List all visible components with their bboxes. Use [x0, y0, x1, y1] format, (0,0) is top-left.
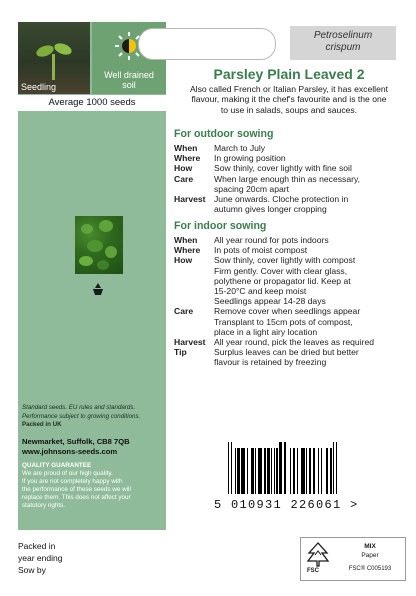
sowing-row	[174, 347, 404, 357]
standards-note: Standard seeds. EU rules and standards. Performance subject to growing conditions. Packed in UK	[22, 404, 141, 428]
sowing-row-key	[174, 204, 214, 214]
sowing-row-key: Where	[174, 153, 201, 164]
sowing-row-key: Harvest	[174, 194, 206, 205]
sowing-row-value: All year round, pick the leaves as required	[214, 337, 375, 348]
quality-guarantee: QUALITY GUARANTEE We are proud of our high quality. If you are not completely happy with the performance of these seeds we will replace them. This does not affect your statutory rights.	[22, 462, 131, 509]
sowing-row-value: Seedlings appear 14-28 days	[214, 296, 326, 307]
average-seeds: Average 1000 seeds	[18, 95, 166, 111]
sowing-row-key: When	[174, 235, 198, 245]
sowing-row-value: Remove cover when seedlings appear	[214, 306, 361, 317]
sowing-row	[174, 194, 404, 204]
sowing-row-value: spacing 20cm apart	[214, 183, 289, 194]
sowing-row	[174, 266, 404, 276]
sowing-row-key: Tip	[174, 347, 187, 358]
sowing-row-value: In pots of moist compost	[214, 245, 308, 256]
sowing-row-key: How	[174, 255, 193, 266]
sowing-row-key	[174, 327, 214, 337]
sowing-row-value: Sow thinly, cover lightly with compost	[214, 255, 356, 266]
pot-icon	[92, 282, 104, 296]
sowing-row-key	[174, 296, 214, 306]
company-address: Newmarket, Suffolk, CB8 7QB www.johnsons-seeds.com	[22, 437, 162, 456]
soil-label-line1: Well drained	[104, 70, 154, 80]
indoor-sowing-table	[174, 235, 404, 368]
sowing-row-key	[174, 276, 214, 286]
parsley-photo	[75, 216, 123, 274]
sowing-row	[174, 306, 404, 316]
sowing-row	[174, 317, 404, 327]
sowing-row	[174, 163, 404, 173]
sowing-row-key	[174, 184, 214, 194]
website-link[interactable]: www.johnsons-seeds.com	[22, 446, 118, 456]
product-title: Parsley Plain Leaved 2	[213, 66, 365, 82]
sowing-row	[174, 255, 404, 265]
sowing-row-key: Where	[174, 245, 201, 256]
outdoor-sowing-table	[174, 143, 404, 214]
sowing-row-key: When	[174, 143, 198, 153]
sowing-row-value: March to July	[214, 143, 266, 153]
seedling-label: Seedling	[21, 82, 57, 92]
sowing-row-value: In growing position	[214, 153, 286, 164]
sowing-row-key: Care	[174, 306, 194, 317]
sowing-row	[174, 357, 404, 367]
sowing-row	[174, 184, 404, 194]
sowing-row	[174, 296, 404, 306]
sowing-row-value: When large enough thin as necessary,	[214, 173, 361, 184]
sowing-row	[174, 153, 404, 163]
sowing-row-value: All year round for pots indoors	[214, 235, 329, 245]
blank-label-pill	[138, 28, 276, 60]
sowing-row-value: 15-20°C and keep moist	[214, 286, 307, 297]
sowing-row	[174, 204, 404, 214]
sowing-row-key	[174, 357, 214, 367]
packed-dates: Packed in year ending Sow by	[18, 541, 63, 575]
sowing-row-key	[174, 317, 214, 327]
barcode-number: 5 010931 226061 >	[214, 498, 359, 512]
indoor-sowing-title: For indoor sowing	[174, 220, 267, 232]
sowing-row	[174, 143, 404, 153]
sowing-row	[174, 174, 404, 184]
sowing-row-value: flavour is retained by freezing	[214, 357, 327, 368]
sowing-row-value: June onwards. Cloche protection in	[214, 194, 349, 205]
sowing-row-value: autumn gives longer cropping	[214, 204, 327, 215]
sowing-row	[174, 245, 404, 255]
sowing-row-value: Transplant to 15cm pots of compost,	[214, 316, 353, 327]
sowing-row	[174, 327, 404, 337]
sowing-row-value: Surplus leaves can be dried but better	[214, 347, 359, 358]
sowing-row-key	[174, 286, 214, 296]
latin-name: Petroselinum crispum	[290, 26, 396, 60]
product-intro: Also called French or Italian Parsley, it has excellent flavour, making it the chef's favourite and is the one to use in salads, soups and sauces.	[189, 84, 389, 115]
fsc-mix-label: FSC MIX Paper FSC® C005193	[300, 537, 406, 581]
sowing-row	[174, 235, 404, 245]
sowing-row	[174, 337, 404, 347]
sowing-row	[174, 276, 404, 286]
barcode-bar	[336, 442, 337, 494]
sowing-row-value: place in a light airy location	[214, 326, 318, 337]
sowing-row-key: How	[174, 163, 193, 174]
soil-label-line2: soil	[122, 80, 136, 90]
barcode	[228, 448, 390, 494]
outdoor-sowing-title: For outdoor sowing	[174, 128, 274, 140]
fsc-tree-icon	[305, 541, 331, 567]
sowing-row-key: Harvest	[174, 337, 206, 348]
sowing-row	[174, 286, 404, 296]
sowing-row-key	[174, 266, 214, 276]
sowing-row-value: Sow thinly, cover lightly with fine soil	[214, 163, 352, 174]
sowing-row-key: Care	[174, 173, 194, 184]
sowing-row-value: polythene or propagator lid. Keep at	[214, 275, 351, 286]
sowing-row-value: Firm gently. Cover with clear glass,	[214, 265, 348, 276]
